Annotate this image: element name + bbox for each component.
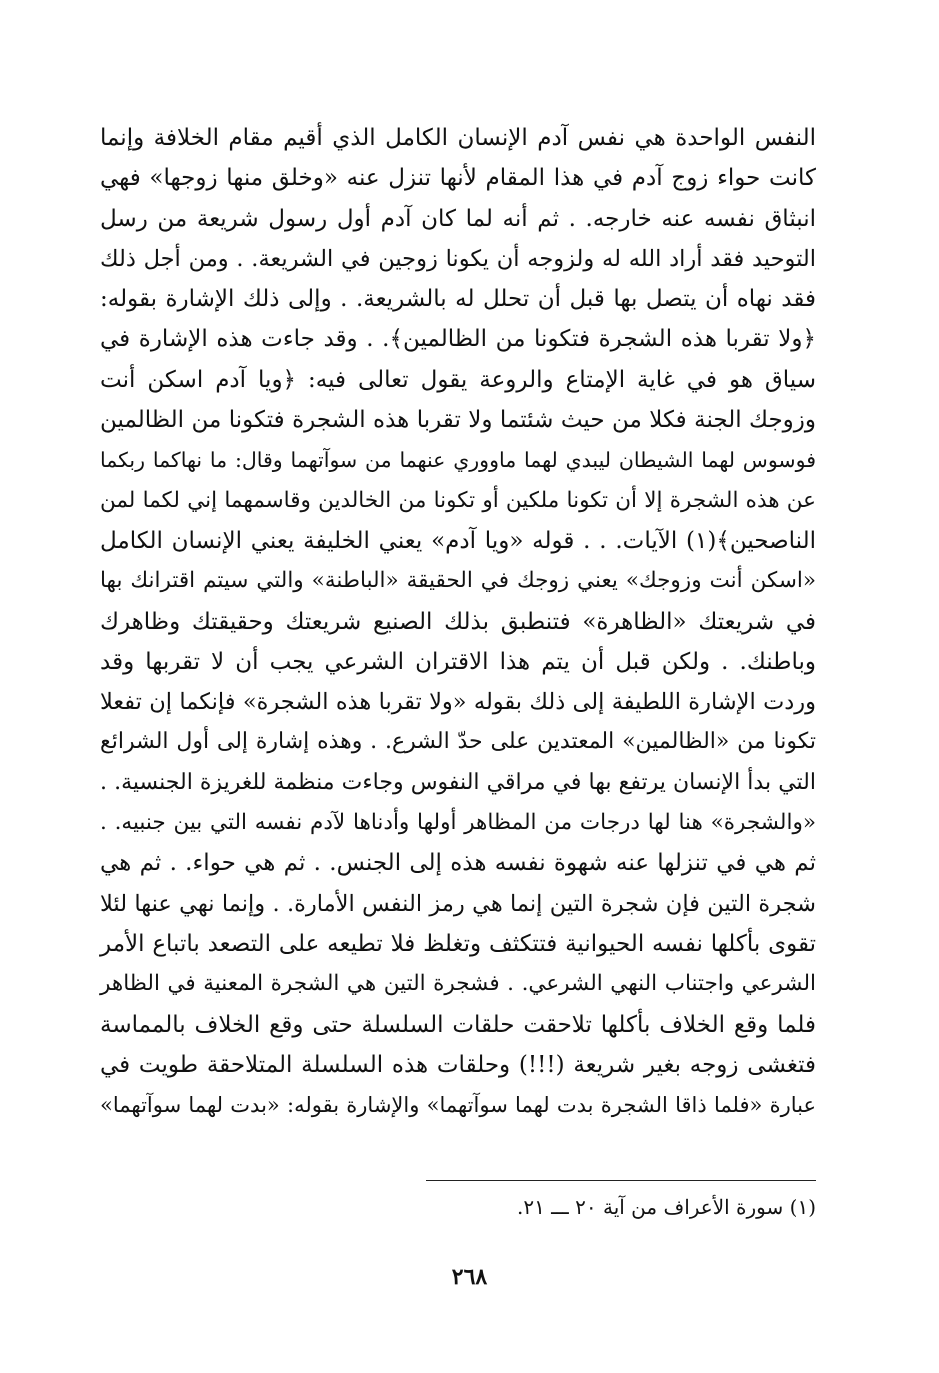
text-line: كانت حواء زوج آدم في هذا المقام لأنها تنزل عنه «وخلق منها زوجها» فهي [100, 165, 816, 192]
text-line: تكونا من «الظالمين» المعتدين على حدّ الشرع. . وهذه إشارة إلى أول الشرائع [100, 729, 816, 755]
text-line: انبثاق نفسه عنه خارجه. . ثم أنه لما كان آدم أول رسول شريعة من رسل [100, 205, 816, 232]
text-line: تقوى بأكلها نفسه الحيوانية فتتكثف وتغلظ فلا تطيعه على التصعد باتباع الأمر [100, 930, 816, 957]
footnote-divider [426, 1180, 816, 1181]
text-line: عبارة «فلما ذاقا الشجرة بدت لهما سوآتهما» والإشارة بقوله: «بدت لهما سوآتهما» [100, 1093, 816, 1118]
text-line: التوحيد فقد أراد الله له ولزوجه أن يكونا زوجين في الشريعة. . ومن أجل ذلك [100, 245, 816, 272]
text-line: في شريعتك «الظاهرة» فتنطبق بذلك الصنيع شريعتك وحقيقتك وظاهرك [100, 608, 816, 635]
text-line: فقد نهاه أن يتصل بها قبل أن تحلل له بالشريعة. . وإلى ذلك الإشارة بقوله: [100, 286, 816, 313]
text-line: ﴿ولا تقربا هذه الشجرة فتكونا من الظالمين﴾. . وقد جاءت هذه الإشارة في [100, 326, 816, 353]
text-line: فتغشى زوجه بغير شريعة (!!!) وحلقات هذه السلسلة المتلاحقة طويت في [100, 1051, 816, 1078]
body-text [100, 118, 816, 1125]
text-line: فوسوس لهما الشيطان ليبدي لهما ماووري عنهما من سوآتهما وقال: ما نهاكما ربكما [100, 448, 816, 473]
text-line: النفس الواحدة هي نفس آدم الإنسان الكامل الذي أقيم مقام الخلافة وإنما [100, 125, 816, 151]
text-line: فلما وقع الخلاف بأكلها تلاحقت حلقات السلسلة حتى وقع الخلاف بالمماسة [100, 1011, 816, 1038]
text-line: ثم هي في تنزلها عنه شهوة نفسه هذه إلى الجنس. . ثم هي حواء. . ثم هي [100, 850, 816, 877]
text-line: شجرة التين فإن شجرة التين إنما هي رمز النفس الأمارة. . وإنما نهي عنها لئلا [100, 890, 816, 917]
text-line: وردت الإشارة اللطيفة إلى ذلك بقوله «ولا تقربا هذه الشجرة» فإنكما إن تفعلا [100, 689, 816, 716]
page-number: ٢٦٨ [451, 1264, 488, 1290]
text-line: التي بدأ الإنسان يرتفع بها في مراقي النفوس وجاءت منظمة للغريزة الجنسية. . [100, 769, 816, 795]
text-line: «والشجرة» هنا لها درجات من المظاهر أولها وأدناها لآدم نفسه التي بين جنبيه. . [100, 810, 816, 836]
text-line: وزوجك الجنة فكلا من حيث شئتما ولا تقربا هذه الشجرة فتكونا من الظالمين [100, 407, 816, 434]
text-line: الناصحين﴾(١) الآيات. . . قوله «ويا آدم» يعني الخليفة يعني الإنسان الكامل [100, 527, 816, 554]
text-line: عن هذه الشجرة إلا أن تكونا ملكين أو تكونا من الخالدين وقاسمهما إني لكما لمن [100, 487, 816, 513]
footnote: (١) سورة الأعراف من آية ٢٠ ـــ ٢١. [516, 1195, 816, 1219]
text-line: الشرعي واجتناب النهي الشرعي. . فشجرة التين هي الشجرة المعنية في الظاهر [100, 971, 816, 997]
text-line: سياق هو في غاية الإمتاع والروعة يقول تعالى فيه: ﴿ويا آدم اسكن أنت [100, 366, 816, 393]
text-line: «اسكن أنت وزوجك» يعني زوجك في الحقيقة «الباطنة» والتي سيتم اقترانك بها [100, 568, 816, 594]
text-line: وباطنك. . ولكن قبل أن يتم هذا الاقتران الشرعي يجب أن لا تقربها وقد [100, 648, 816, 675]
